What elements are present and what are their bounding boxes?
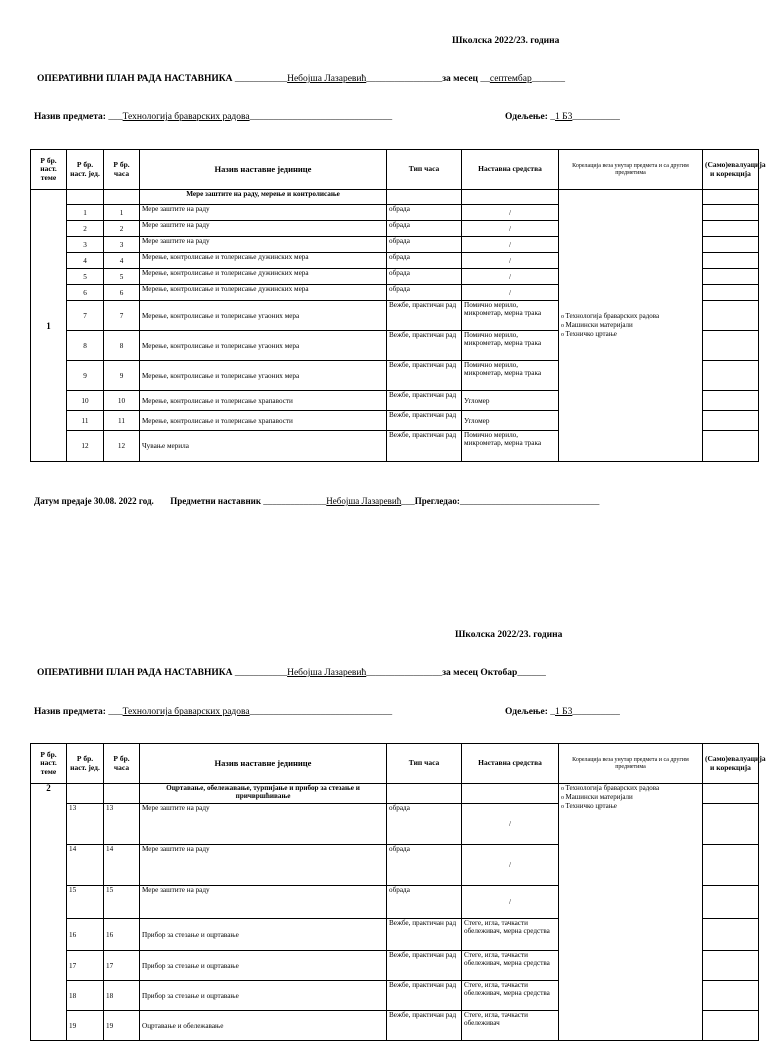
lesson-no: 13 [104,804,140,845]
aids: / [462,804,559,845]
lesson-no: 8 [104,331,140,361]
aids: / [462,221,559,237]
lesson-no: 4 [104,253,140,269]
unit-no: 17 [67,951,104,981]
lesson-type: Вежбе, практичан рад [387,981,462,1011]
unit-name: Мере заштите на раду [140,845,387,886]
aids: / [462,285,559,301]
plan-table-2 [30,743,766,1041]
aids: Стеге, игла, тачкасти обележивач, мерна средства [462,981,559,1011]
school-year: Школска 2022/23. година [452,36,560,46]
header-topic-no: Р бр. наст. теме [31,150,67,190]
header-lesson-type: Тип часа [387,744,462,784]
lesson-no: 15 [104,886,140,919]
header-row [31,744,759,784]
unit-no: 9 [67,361,104,391]
class-line-2: Одељење: _1 Б3__________ [505,707,620,717]
unit-no: 14 [67,845,104,886]
unit-no: 10 [67,391,104,411]
lesson-no: 9 [104,361,140,391]
unit-name: Мерење, контролисање и толерисање угаоних мера [140,331,387,361]
unit-name: Мерење, контролисање и толерисање дужинских мера [140,253,387,269]
unit-name: Чување мерила [140,431,387,462]
unit-name: Мере заштите на раду [140,237,387,253]
lesson-no: 18 [104,981,140,1011]
class-line: Одељење: _1 Б3__________ [505,112,620,122]
unit-no: 15 [67,886,104,919]
header-lesson-type: Тип часа [387,150,462,190]
aids: Помично мерило, микрометар, мерна трака [462,431,559,462]
month-label-2: за месец [442,668,479,678]
class-label: Одељење: [505,112,548,122]
header-topic-no: Р бр. наст. теме [31,744,67,784]
subject-line: Назив предмета: ___Технологија браварских радова______________________________ [34,112,393,122]
lesson-type: Вежбе, практичан рад [387,411,462,431]
header-self-eval: (Само)евалуација и корекција [703,744,759,784]
class: 1 Б3 [555,112,573,122]
unit-no: 19 [67,1011,104,1041]
lesson-type: обрада [387,221,462,237]
lesson-type: обрада [387,845,462,886]
aids: Помично мерило, микрометар, мерна трака [462,331,559,361]
lesson-no: 19 [104,1011,140,1041]
lesson-type: Вежбе, практичан рад [387,361,462,391]
school-year-2: Школска 2022/23. година [455,630,563,640]
correlation-item: o Машински материјали [561,321,700,330]
lesson-type: обрада [387,237,462,253]
lesson-no: 2 [104,221,140,237]
aids: Угломер [462,411,559,431]
unit-no: 7 [67,301,104,331]
unit-name: Мерење, контролисање и толерисање угаоних мера [140,361,387,391]
unit-no: 11 [67,411,104,431]
month: септембар [489,74,532,84]
correlation-cell-2 [559,784,703,1041]
aids: / [462,205,559,221]
aids: Помично мерило, микрометар, мерна трака [462,361,559,391]
lesson-no: 3 [104,237,140,253]
unit-name: Мере заштите на раду [140,205,387,221]
lesson-type: обрада [387,205,462,221]
unit-no: 2 [67,221,104,237]
plan-header-line: ОПЕРАТИВНИ ПЛАН РАДА НАСТАВНИКА ___________Небојша Лазаревић________________за месец __септембар_______ [37,74,565,84]
header-self-eval: (Само)евалуација и корекција [703,150,759,190]
unit-name: Мере заштите на раду [140,804,387,845]
lesson-type: Вежбе, практичан рад [387,1011,462,1041]
aids: Помично мерило, микрометар, мерна трака [462,301,559,331]
subject-label-2: Назив предмета: [34,707,106,717]
month-2: Октобар [480,668,518,678]
unit-no: 1 [67,205,104,221]
correlation-item: o Технологија браварских радова [561,312,700,321]
aids: Стеге, игла, тачкасти обележивач [462,1011,559,1041]
lesson-type: Вежбе, практичан рад [387,301,462,331]
teacher-name: Небојша Лазаревић [287,74,367,84]
unit-no: 5 [67,269,104,285]
lesson-no: 7 [104,301,140,331]
correlation-item: o Машински материјали [561,793,700,802]
header-aids: Наставна средства [462,150,559,190]
lesson-no: 12 [104,431,140,462]
lesson-no: 14 [104,845,140,886]
aids: Стеге, игла, тачкасти обележивач, мерна средства [462,951,559,981]
lesson-no: 5 [104,269,140,285]
lesson-no: 1 [104,205,140,221]
plan-table-1 [30,149,766,462]
header-unit-name: Назив наставне јединице [140,744,387,784]
lesson-type: Вежбе, практичан рад [387,951,462,981]
lesson-no: 16 [104,919,140,951]
topic-number-2: 2 [31,784,67,1041]
header-correlation: Корелација веза унутар предмета и са другим предметима [559,744,703,784]
header-correlation: Корелација веза унутар предмета и са другим предметима [559,150,703,190]
lesson-no: 17 [104,951,140,981]
lesson-type: Вежбе, практичан рад [387,391,462,411]
unit-name: Прибор за стезање и оцртавање [140,919,387,951]
topic-title-2: Оцртавање, обележавање, турпијање и прибор за стезање и причвршћивање [140,784,387,804]
lesson-type: Вежбе, практичан рад [387,331,462,361]
unit-name: Мерење, контролисање и толерисање храпавости [140,411,387,431]
unit-name: Мерење, контролисање и толерисање дужинских мера [140,285,387,301]
lesson-no: 6 [104,285,140,301]
lesson-type: обрада [387,886,462,919]
teacher-label: Предметни наставник [170,496,262,506]
subject-2: Технологија браварских радова [122,707,250,717]
teacher-name-2: Небојша Лазаревић [287,668,367,678]
topic-title: Мере заштите на раду, мерење и контролисање [140,190,387,205]
unit-no: 13 [67,804,104,845]
unit-name: Прибор за стезање и оцртавање [140,981,387,1011]
topic-number: 1 [31,190,67,462]
class-2: 1 Б3 [555,707,573,717]
topic-row [31,190,759,205]
aids: / [462,237,559,253]
correlation-cell [559,190,703,462]
header-row [31,150,759,190]
correlation-list [561,312,700,339]
header-unit-no: Р бр. наст. јед. [67,744,104,784]
topic-row [31,784,759,804]
correlation-item: o Технологија браварских радова [561,784,700,793]
aids: / [462,253,559,269]
aids: Угломер [462,391,559,411]
footer-teacher: Небојша Лазаревић [326,496,402,506]
unit-no: 12 [67,431,104,462]
date-label: Датум предаје 30.08. 2022 год. [34,496,154,506]
class-label-2: Одељење: [505,707,548,717]
unit-no: 18 [67,981,104,1011]
subject: Технологија браварских радова [122,112,250,122]
reviewed-label: Прегледао: [414,496,460,506]
unit-name: Мерење, контролисање и толерисање угаоних мера [140,301,387,331]
lesson-type: обрада [387,285,462,301]
unit-name: Мерење, контролисање и толерисање храпавости [140,391,387,411]
correlation-list-2 [561,784,700,811]
unit-no: 8 [67,331,104,361]
header-aids: Наставна средства [462,744,559,784]
unit-name: Мере заштите на раду [140,221,387,237]
aids: / [462,886,559,919]
subject-label: Назив предмета: [34,112,106,122]
correlation-item: o Техничко цртање [561,802,700,811]
unit-no: 6 [67,285,104,301]
aids: / [462,845,559,886]
header-unit-no: Р бр. наст. јед. [67,150,104,190]
header-unit-name: Назив наставне јединице [140,150,387,190]
correlation-item: o Техничко цртање [561,330,700,339]
unit-name: Прибор за стезање и оцртавање [140,951,387,981]
unit-name: Мере заштите на раду [140,886,387,919]
plan-title-2: ОПЕРАТИВНИ ПЛАН РАДА НАСТАВНИКА [37,668,233,678]
lesson-no: 11 [104,411,140,431]
subject-line-2: Назив предмета: ___Технологија браварских радова______________________________ [34,707,393,717]
lesson-type: обрада [387,269,462,285]
unit-name: Оцртавање и обележавање [140,1011,387,1041]
unit-no: 3 [67,237,104,253]
lesson-type: Вежбе, практичан рад [387,919,462,951]
header-lesson-no: Р бр. часа [104,744,140,784]
header-lesson-no: Р бр. часа [104,150,140,190]
unit-no: 4 [67,253,104,269]
lesson-type: Вежбе, практичан рад [387,431,462,462]
plan-title: ОПЕРАТИВНИ ПЛАН РАДА НАСТАВНИКА [37,74,233,84]
month-label: за месец [442,74,479,84]
unit-name: Мерење, контролисање и толерисање дужинских мера [140,269,387,285]
unit-no: 16 [67,919,104,951]
footer-line: Датум предаје 30.08. 2022 год. Предметни наставник ______________Небојша Лазаревић___Прегледао:_______________________________ [34,496,600,506]
lesson-type: обрада [387,253,462,269]
lesson-no: 10 [104,391,140,411]
lesson-type: обрада [387,804,462,845]
plan-header-line-2: ОПЕРАТИВНИ ПЛАН РАДА НАСТАВНИКА ___________Небојша Лазаревић________________за месец Октобар______ [37,668,546,678]
aids: Стеге, игла, тачкасти обележивач, мерна средства [462,919,559,951]
aids: / [462,269,559,285]
